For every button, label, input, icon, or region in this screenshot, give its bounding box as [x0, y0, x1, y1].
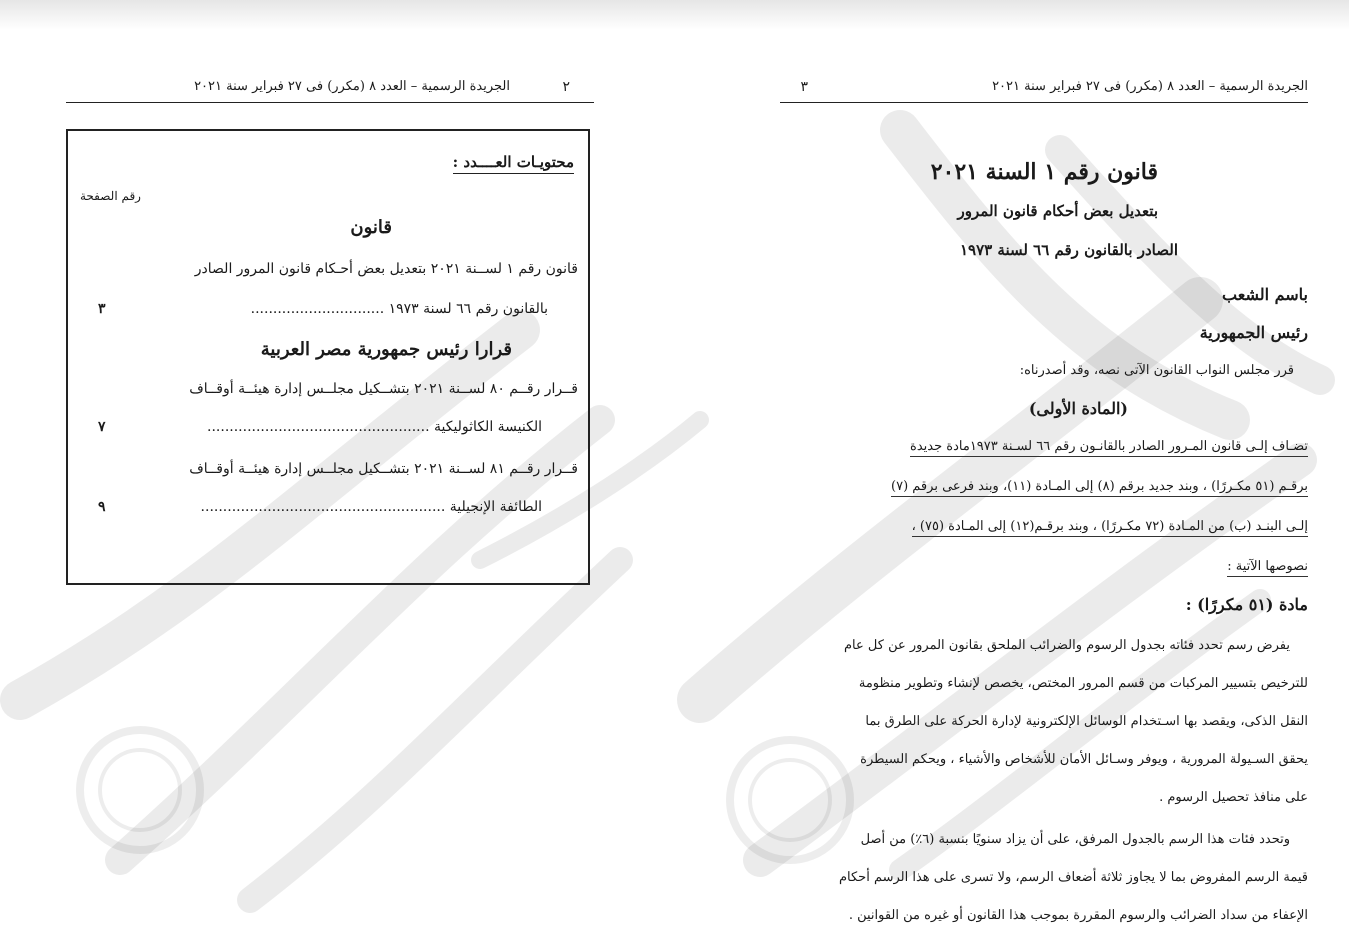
right-page-number: ٣ — [800, 79, 808, 95]
left-page-number: ٢ — [562, 79, 570, 95]
left-header-title: الجريدة الرسمية – العدد ٨ (مكرر) فى ٢٧ فبراير سنة ٢٠٢١ — [194, 79, 510, 94]
article-51-heading: مادة (٥١ مكررًا) : — [1185, 595, 1308, 614]
table-of-contents — [66, 129, 590, 585]
article-text-line: برقـم (٥١ مكـررًا) ، وبند جديد برقم (٨) إلى المـادة (١١)، وبند فرعى برقم (٧) — [891, 479, 1308, 497]
left-running-header — [66, 76, 594, 103]
paragraph-line: على منافذ تحصيل الرسوم . — [1159, 790, 1308, 805]
left-page — [66, 76, 594, 515]
article-text-line: تضـاف إلـى قانون المـرور الصادر بالقانـون رقم ٦٦ لسـنة ١٩٧٣مادة جديدة — [910, 439, 1308, 457]
law-subtitle: بتعديل بعض أحكام قانون المرور — [957, 202, 1158, 220]
top-shadow — [0, 0, 1349, 30]
right-header-title: الجريدة الرسمية – العدد ٨ (مكرر) فى ٢٧ فبراير سنة ٢٠٢١ — [992, 79, 1308, 94]
toc-section-title: قانون — [350, 217, 392, 238]
paragraph-line: للترخيص بتسيير المركبات من قسم المرور المختص، يخصص لإنشاء وتطوير منظومة — [858, 676, 1308, 691]
law-subtitle: الصادر بالقانون رقم ٦٦ لسنة ١٩٧٣ — [959, 241, 1178, 259]
toc-entry-line: قــرار رقــم ٨١ لســنة ٢٠٢١ بتشــكيل مجلــس إدارة هيئــة أوقــاف — [189, 461, 578, 477]
paragraph-line: النقل الذكى، ويقصد بها اسـتخدام الوسائل الإلكترونية لإدارة الحركة على الطرق بما — [865, 714, 1308, 729]
paragraph-line: يحقق السـيولة المرورية ، ويوفر وسـائل الأمان للأشخاص والأشياء ، ويحكم السيطرة — [860, 752, 1308, 767]
toc-entry-page: ٣ — [98, 301, 106, 317]
right-page-body — [780, 103, 1308, 933]
toc-entry-line: قانون رقم ١ لســنة ٢٠٢١ بتعديل بعض أحـكام قانون المرور الصادر — [194, 261, 578, 277]
toc-entry-page: ٧ — [98, 419, 106, 435]
article-first-heading: (المادة الأولى) — [1028, 399, 1128, 418]
decree-line: قرر مجلس النواب القانون الآتى نصه، وقد أصدرناه: — [1019, 363, 1294, 378]
toc-entry-page: ٩ — [98, 499, 106, 515]
toc-entry-line: الكنيسة الكاثوليكية .................................................. — [207, 419, 542, 435]
article-text-line: نصوصها الآتية : — [1227, 559, 1308, 577]
toc-section-title: قرارا رئيس جمهورية مصر العربية — [260, 339, 512, 360]
paragraph-line: قيمة الرسم المفروض بما لا يجاوز ثلاثة أضعاف الرسم، ولا تسرى على هذا الرسم أحكام — [838, 870, 1308, 885]
toc-entry-line: الطائفة الإنجيلية ....................................................... — [200, 499, 542, 515]
paragraph-line: الإعفاء من سداد الضرائب والرسوم المقررة بموجب هذا القانون أو غيره من القوانين . — [848, 908, 1308, 923]
toc-page-column-label: رقم الصفحة — [80, 189, 141, 203]
right-page — [780, 76, 1308, 933]
right-running-header — [780, 76, 1308, 103]
in-name-of-people: باسم الشعب — [1222, 285, 1308, 304]
paragraph-line: يفرض رسم تحدد فئاته بجدول الرسوم والضرائب الملحق بقانون المرور عن كل عام — [844, 638, 1290, 653]
law-title: قانون رقم ١ السنة ٢٠٢١ — [930, 159, 1158, 185]
toc-entry-line: قــرار رقــم ٨٠ لســنة ٢٠٢١ بتشــكيل مجلــس إدارة هيئــة أوقــاف — [189, 381, 578, 397]
paragraph-line: وتحدد فئات هذا الرسم بالجدول المرفق، على أن يزاد سنويًا بنسبة (٦٪) من أصل — [860, 832, 1290, 847]
toc-entry-line: بالقانون رقم ٦٦ لسنة ١٩٧٣ .............................. — [250, 301, 548, 317]
president-heading: رئيس الجمهورية — [1199, 323, 1308, 342]
toc-heading: محتويـات العــــدد : — [453, 153, 574, 174]
article-text-line: إلـى البنـد (ب) من المـادة (٧٢ مكـررًا) ، وبند برقـم(١٢) إلى المـادة (٧٥) ، — [912, 519, 1308, 537]
